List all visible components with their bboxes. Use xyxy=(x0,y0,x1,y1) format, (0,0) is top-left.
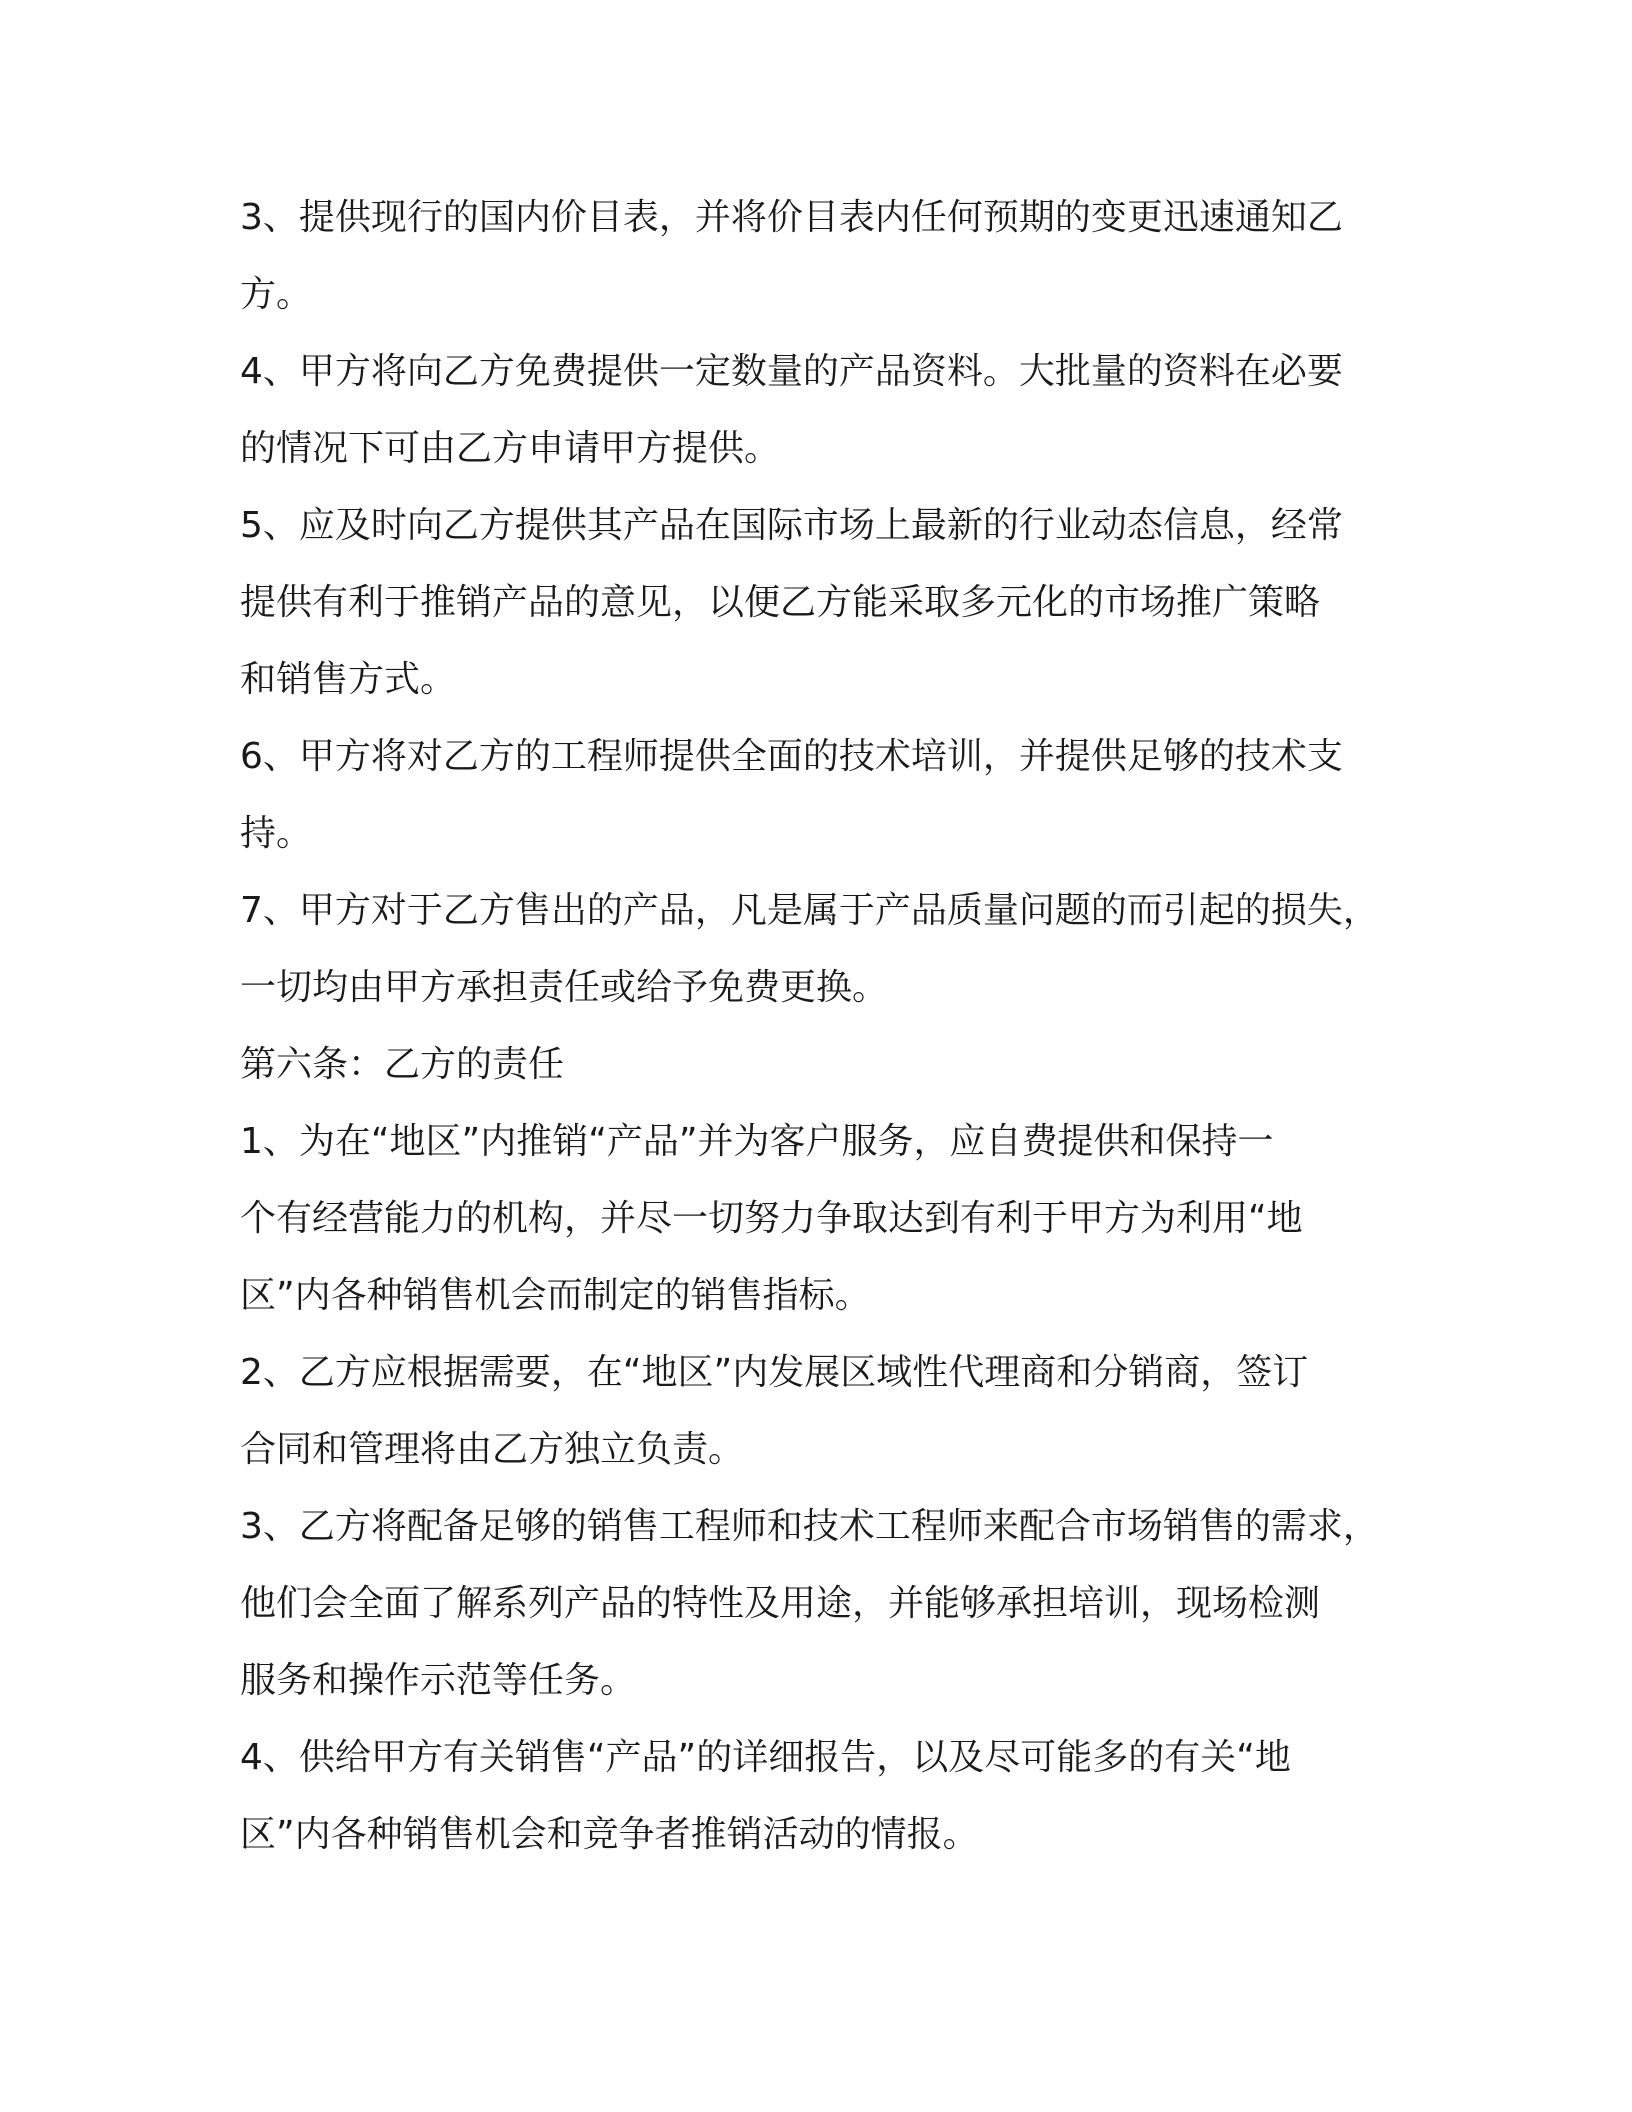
text-line: 持。 xyxy=(240,813,313,854)
text-line: 的情况下可由乙方申请甲方提供。 xyxy=(240,428,781,469)
text-line: 区”内各种销售机会和竞争者推销活动的情报。 xyxy=(240,1814,979,1855)
text-line: 区”内各种销售机会而制定的销售指标。 xyxy=(240,1275,871,1316)
text-line: 方。 xyxy=(240,274,313,315)
text-line: 4、甲方将向乙方免费提供一定数量的产品资料。大批量的资料在必要 xyxy=(240,351,1343,392)
text-line: 服务和操作示范等任务。 xyxy=(240,1660,637,1701)
text-line: 6、甲方将对乙方的工程师提供全面的技术培训，并提供足够的技术支 xyxy=(240,736,1343,777)
section-heading: 第六条：乙方的责任 xyxy=(240,1044,565,1085)
text-line: 4、供给甲方有关销售“产品”的详细报告，以及尽可能多的有关“地 xyxy=(240,1737,1291,1778)
text-line: 合同和管理将由乙方独立负责。 xyxy=(240,1429,745,1470)
text-line: 一切均由甲方承担责任或给予免费更换。 xyxy=(240,967,889,1008)
text-line: 3、提供现行的国内价目表，并将价目表内任何预期的变更迅速通知乙 xyxy=(240,197,1343,238)
text-line: 2、乙方应根据需要，在“地区”内发展区域性代理商和分销商，签订 xyxy=(240,1352,1309,1393)
text-line: 7、甲方对于乙方售出的产品，凡是属于产品质量问题的而引起的损失， xyxy=(240,890,1379,931)
text-line: 提供有利于推销产品的意见，以便乙方能采取多元化的市场推广策略 xyxy=(240,582,1321,623)
text-line: 他们会全面了解系列产品的特性及用途，并能够承担培训，现场检测 xyxy=(240,1583,1321,1624)
text-line: 3、乙方将配备足够的销售工程师和技术工程师来配合市场销售的需求， xyxy=(240,1506,1379,1547)
text-line: 5、应及时向乙方提供其产品在国际市场上最新的行业动态信息，经常 xyxy=(240,505,1343,546)
text-line: 个有经营能力的机构，并尽一切努力争取达到有利于甲方为利用“地 xyxy=(240,1198,1303,1239)
document-body xyxy=(240,193,1410,1887)
text-line: 1、为在“地区”内推销“产品”并为客户服务，应自费提供和保持一 xyxy=(240,1121,1274,1162)
text-line: 和销售方式。 xyxy=(240,659,457,700)
